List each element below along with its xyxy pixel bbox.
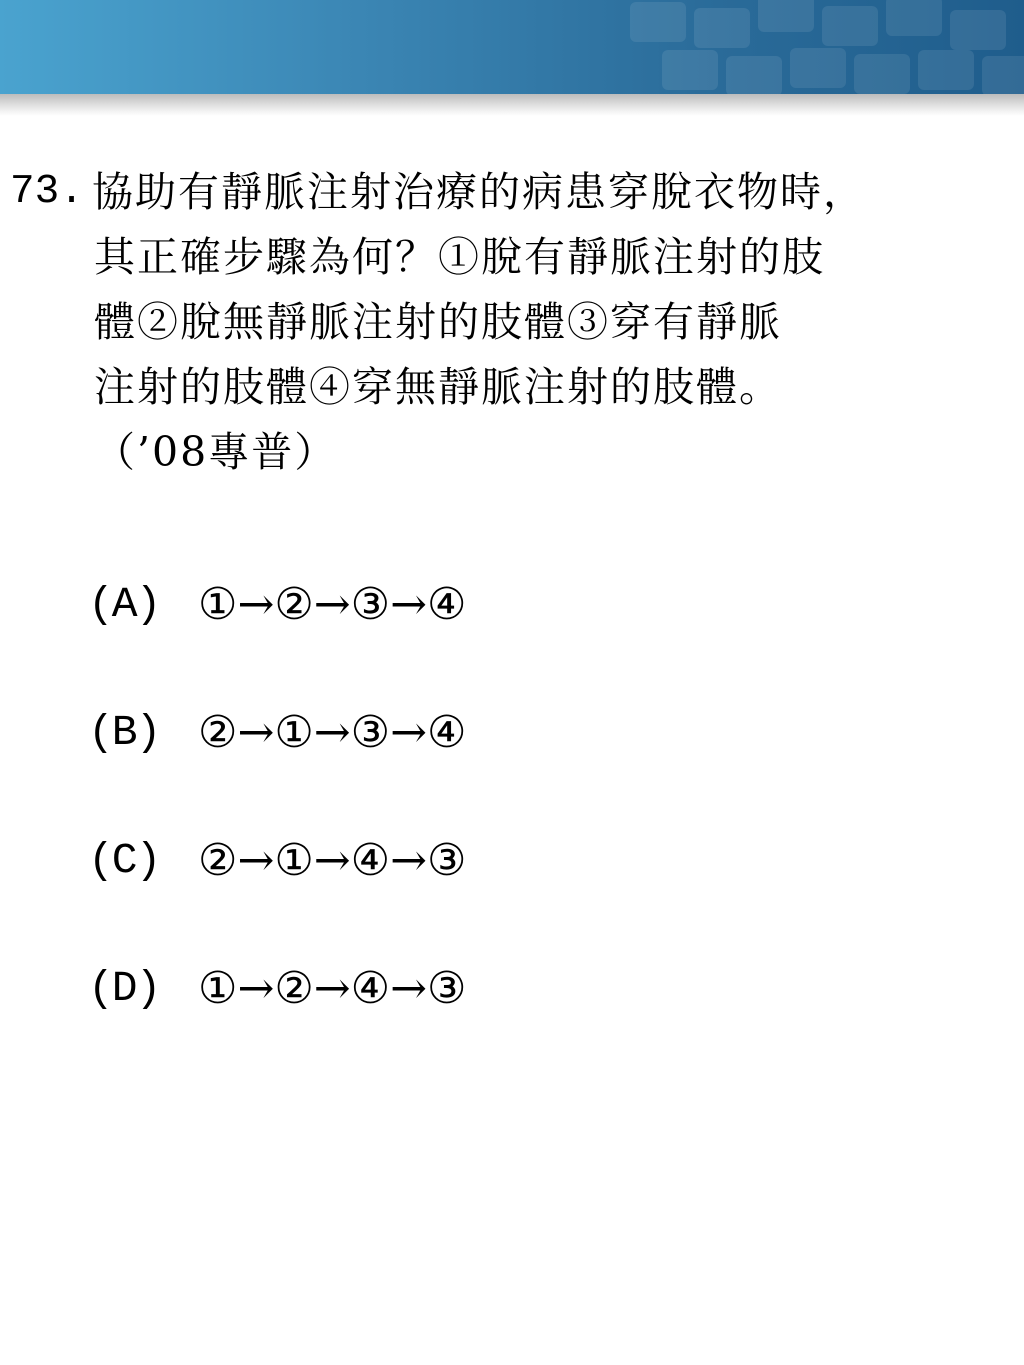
answer-options	[88, 540, 466, 1052]
option-c[interactable]	[88, 796, 466, 924]
header-banner	[0, 0, 1024, 94]
header-tile	[950, 10, 1006, 50]
header-decoration	[610, 0, 1024, 94]
question-number: 73.	[10, 169, 84, 215]
question-text-line: 體②脫無靜脈注射的肢體③穿有靜脈	[94, 298, 782, 346]
header-tile	[662, 50, 718, 90]
question-text-line: 協助有靜脈注射治療的病患穿脫衣物時，	[92, 168, 866, 216]
question-source: （’08專普）	[94, 428, 338, 476]
question-block	[10, 160, 1020, 485]
option-label: (D)	[88, 963, 160, 1013]
header-tile	[758, 0, 814, 32]
header-tile	[726, 56, 782, 94]
header-tile	[918, 50, 974, 90]
question-text-line: 注射的肢體④穿無靜脈注射的肢體。	[94, 363, 782, 411]
option-label: (B)	[88, 707, 160, 757]
header-shadow	[0, 94, 1024, 116]
header-tile	[822, 6, 878, 46]
header-tile	[982, 56, 1024, 94]
option-b[interactable]	[88, 668, 466, 796]
question-first-line	[10, 160, 1020, 225]
option-sequence: ①→②→④→③	[198, 962, 467, 1014]
header-tile	[694, 8, 750, 48]
option-a[interactable]	[88, 540, 466, 668]
option-label: (A)	[88, 579, 160, 629]
question-text-line: 其正確步驟為何？①脫有靜脈注射的肢	[94, 233, 825, 281]
option-sequence: ②→①→④→③	[198, 834, 467, 886]
header-tile	[886, 0, 942, 36]
option-label: (C)	[88, 835, 160, 885]
header-tile	[630, 2, 686, 42]
option-d[interactable]	[88, 924, 466, 1052]
option-sequence: ②→①→③→④	[198, 706, 467, 758]
header-tile	[854, 54, 910, 94]
header-tile	[790, 48, 846, 88]
option-sequence: ①→②→③→④	[198, 578, 467, 630]
